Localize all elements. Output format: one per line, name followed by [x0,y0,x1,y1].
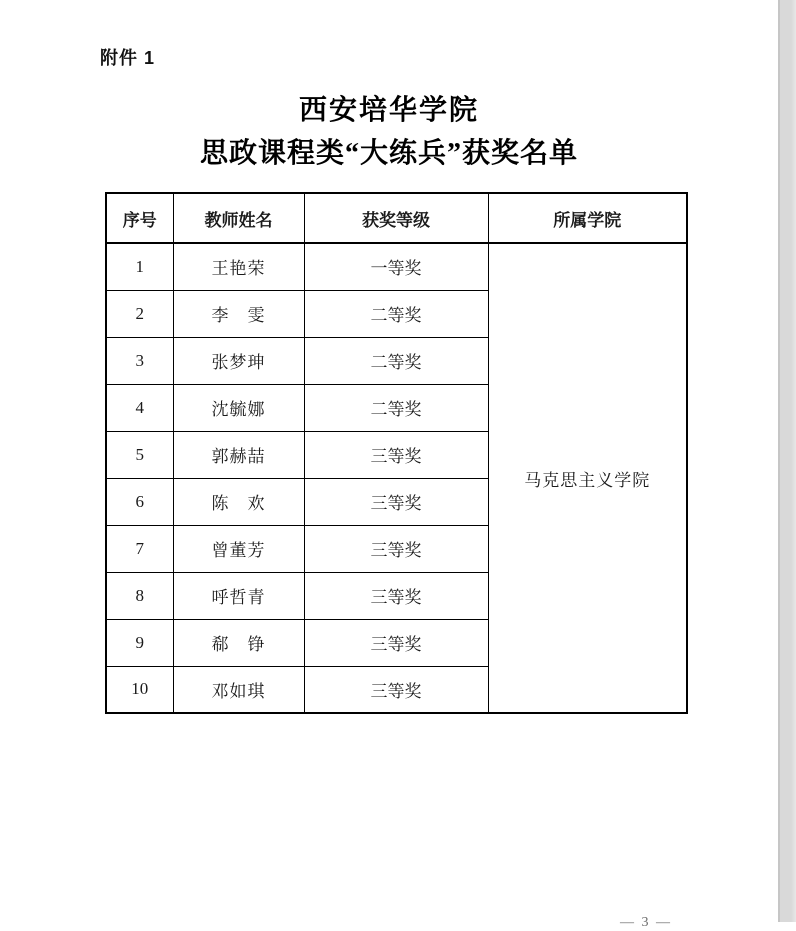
award-table [105,192,688,714]
cell-teacher-name: 沈毓娜 [173,384,304,431]
cell-teacher-name: 呼哲青 [173,572,304,619]
cell-teacher-name: 陈 欢 [173,478,304,525]
header-teacher-name: 教师姓名 [173,193,304,243]
cell-serial-number: 6 [106,478,173,525]
cell-award-level: 三等奖 [304,666,488,713]
cell-award-level: 三等奖 [304,431,488,478]
page-number: — 3 — [620,915,672,930]
table-header-row [106,193,687,243]
cell-serial-number: 5 [106,431,173,478]
document-title: 西安培华学院 [298,95,479,126]
cell-award-level: 二等奖 [304,290,488,337]
attachment-label: 附件 1 [100,48,156,68]
cell-serial-number: 10 [106,666,173,713]
cell-teacher-name: 郗 铮 [173,619,304,666]
page-edge-strip [778,0,796,922]
cell-college-merged: 马克思主义学院 [488,243,687,713]
document-subtitle: 思政课程类“大练兵”获奖名单 [199,138,578,169]
cell-award-level: 三等奖 [304,478,488,525]
cell-award-level: 一等奖 [304,243,488,290]
cell-award-level: 二等奖 [304,384,488,431]
header-college: 所属学院 [488,193,687,243]
cell-serial-number: 3 [106,337,173,384]
cell-teacher-name: 邓如琪 [173,666,304,713]
header-award-level: 获奖等级 [304,193,488,243]
header-serial-number: 序号 [106,193,173,243]
cell-teacher-name: 王艳荣 [173,243,304,290]
cell-serial-number: 1 [106,243,173,290]
cell-teacher-name: 曾董芳 [173,525,304,572]
cell-teacher-name: 郭赫喆 [173,431,304,478]
cell-serial-number: 8 [106,572,173,619]
cell-serial-number: 4 [106,384,173,431]
cell-award-level: 三等奖 [304,619,488,666]
table-row [106,243,687,290]
cell-serial-number: 9 [106,619,173,666]
cell-teacher-name: 李 雯 [173,290,304,337]
cell-serial-number: 7 [106,525,173,572]
cell-award-level: 三等奖 [304,572,488,619]
cell-award-level: 三等奖 [304,525,488,572]
cell-teacher-name: 张梦珅 [173,337,304,384]
cell-serial-number: 2 [106,290,173,337]
cell-award-level: 二等奖 [304,337,488,384]
